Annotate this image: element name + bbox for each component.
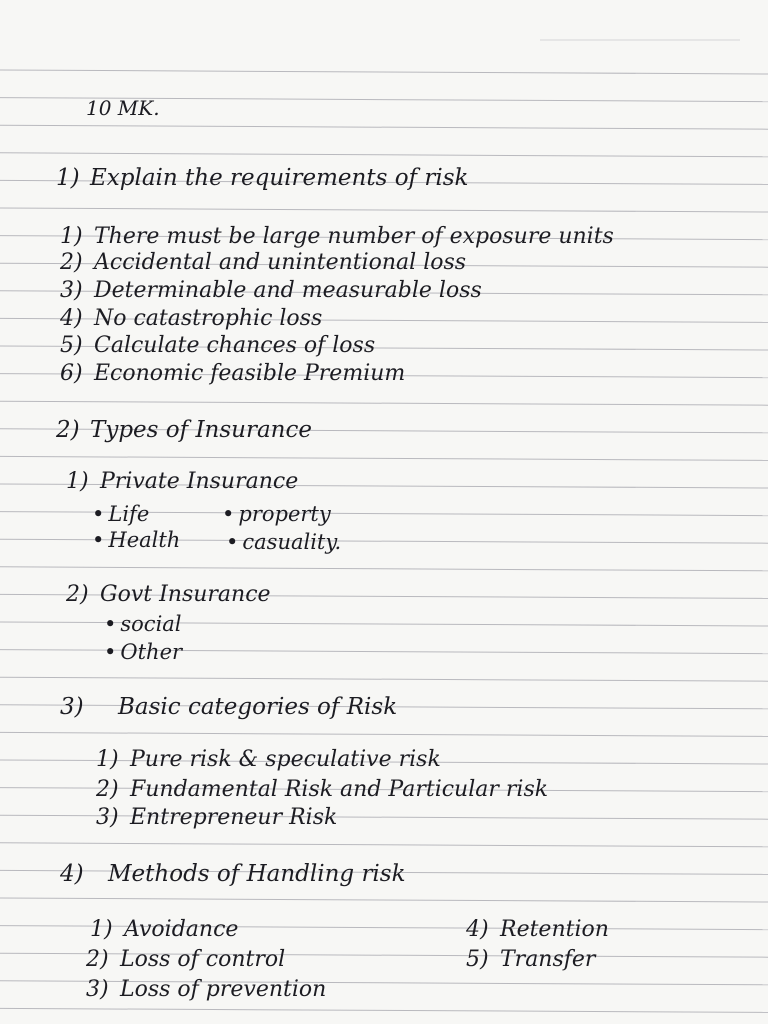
requirement-item: 4) No catastrophic loss	[60, 306, 323, 331]
bullet-item: • social	[104, 612, 182, 636]
insurance-group-private: 1) Private Insurance	[66, 469, 299, 494]
ruled-line	[0, 567, 768, 571]
bullet-item: • Health	[92, 528, 180, 552]
handling-method-item: 3) Loss of prevention	[86, 977, 327, 1002]
page-label: 10 MK.	[86, 96, 160, 120]
requirement-item: 3) Determinable and measurable loss	[60, 278, 482, 303]
handling-method-item: 1) Avoidance	[90, 917, 239, 942]
ruled-line	[0, 1008, 768, 1012]
ruled-line	[0, 153, 768, 157]
bullet-item: • Other	[104, 640, 182, 664]
ruled-line	[0, 732, 768, 736]
section-1-heading: 1) Explain the requirements of risk	[56, 165, 469, 191]
ruled-line	[0, 677, 768, 681]
insurance-group-govt: 2) Govt Insurance	[66, 582, 271, 607]
ruled-line	[0, 125, 768, 129]
requirement-item: 1) There must be large number of exposure units	[60, 224, 614, 249]
bullet-item: • Life	[92, 502, 149, 526]
ruled-line	[0, 401, 768, 405]
requirement-item: 6) Economic feasible Premium	[60, 361, 406, 386]
requirement-item: 2) Accidental and unintentional loss	[60, 250, 467, 275]
risk-category-item: 2) Fundamental Risk and Particular risk	[96, 777, 549, 802]
ruled-line	[0, 843, 768, 847]
ruled-line	[0, 208, 768, 212]
risk-category-item: 1) Pure risk & speculative risk	[96, 747, 441, 772]
ruled-line	[0, 70, 768, 74]
section-2-heading: 2) Types of Insurance	[56, 417, 312, 443]
handling-method-item: 5) Transfer	[466, 947, 596, 972]
bullet-item: • property	[222, 502, 331, 526]
section-4-heading: 4) Methods of Handling risk	[60, 861, 406, 887]
requirement-item: 5) Calculate chances of loss	[60, 333, 376, 358]
ruled-line	[0, 456, 768, 460]
bullet-item: • casuality.	[226, 530, 341, 554]
ruled-line	[0, 898, 768, 902]
handling-method-item: 4) Retention	[466, 917, 609, 942]
handling-method-item: 2) Loss of control	[86, 947, 286, 972]
section-3-heading: 3) Basic categories of Risk	[60, 694, 398, 720]
risk-category-item: 3) Entrepreneur Risk	[96, 805, 338, 830]
